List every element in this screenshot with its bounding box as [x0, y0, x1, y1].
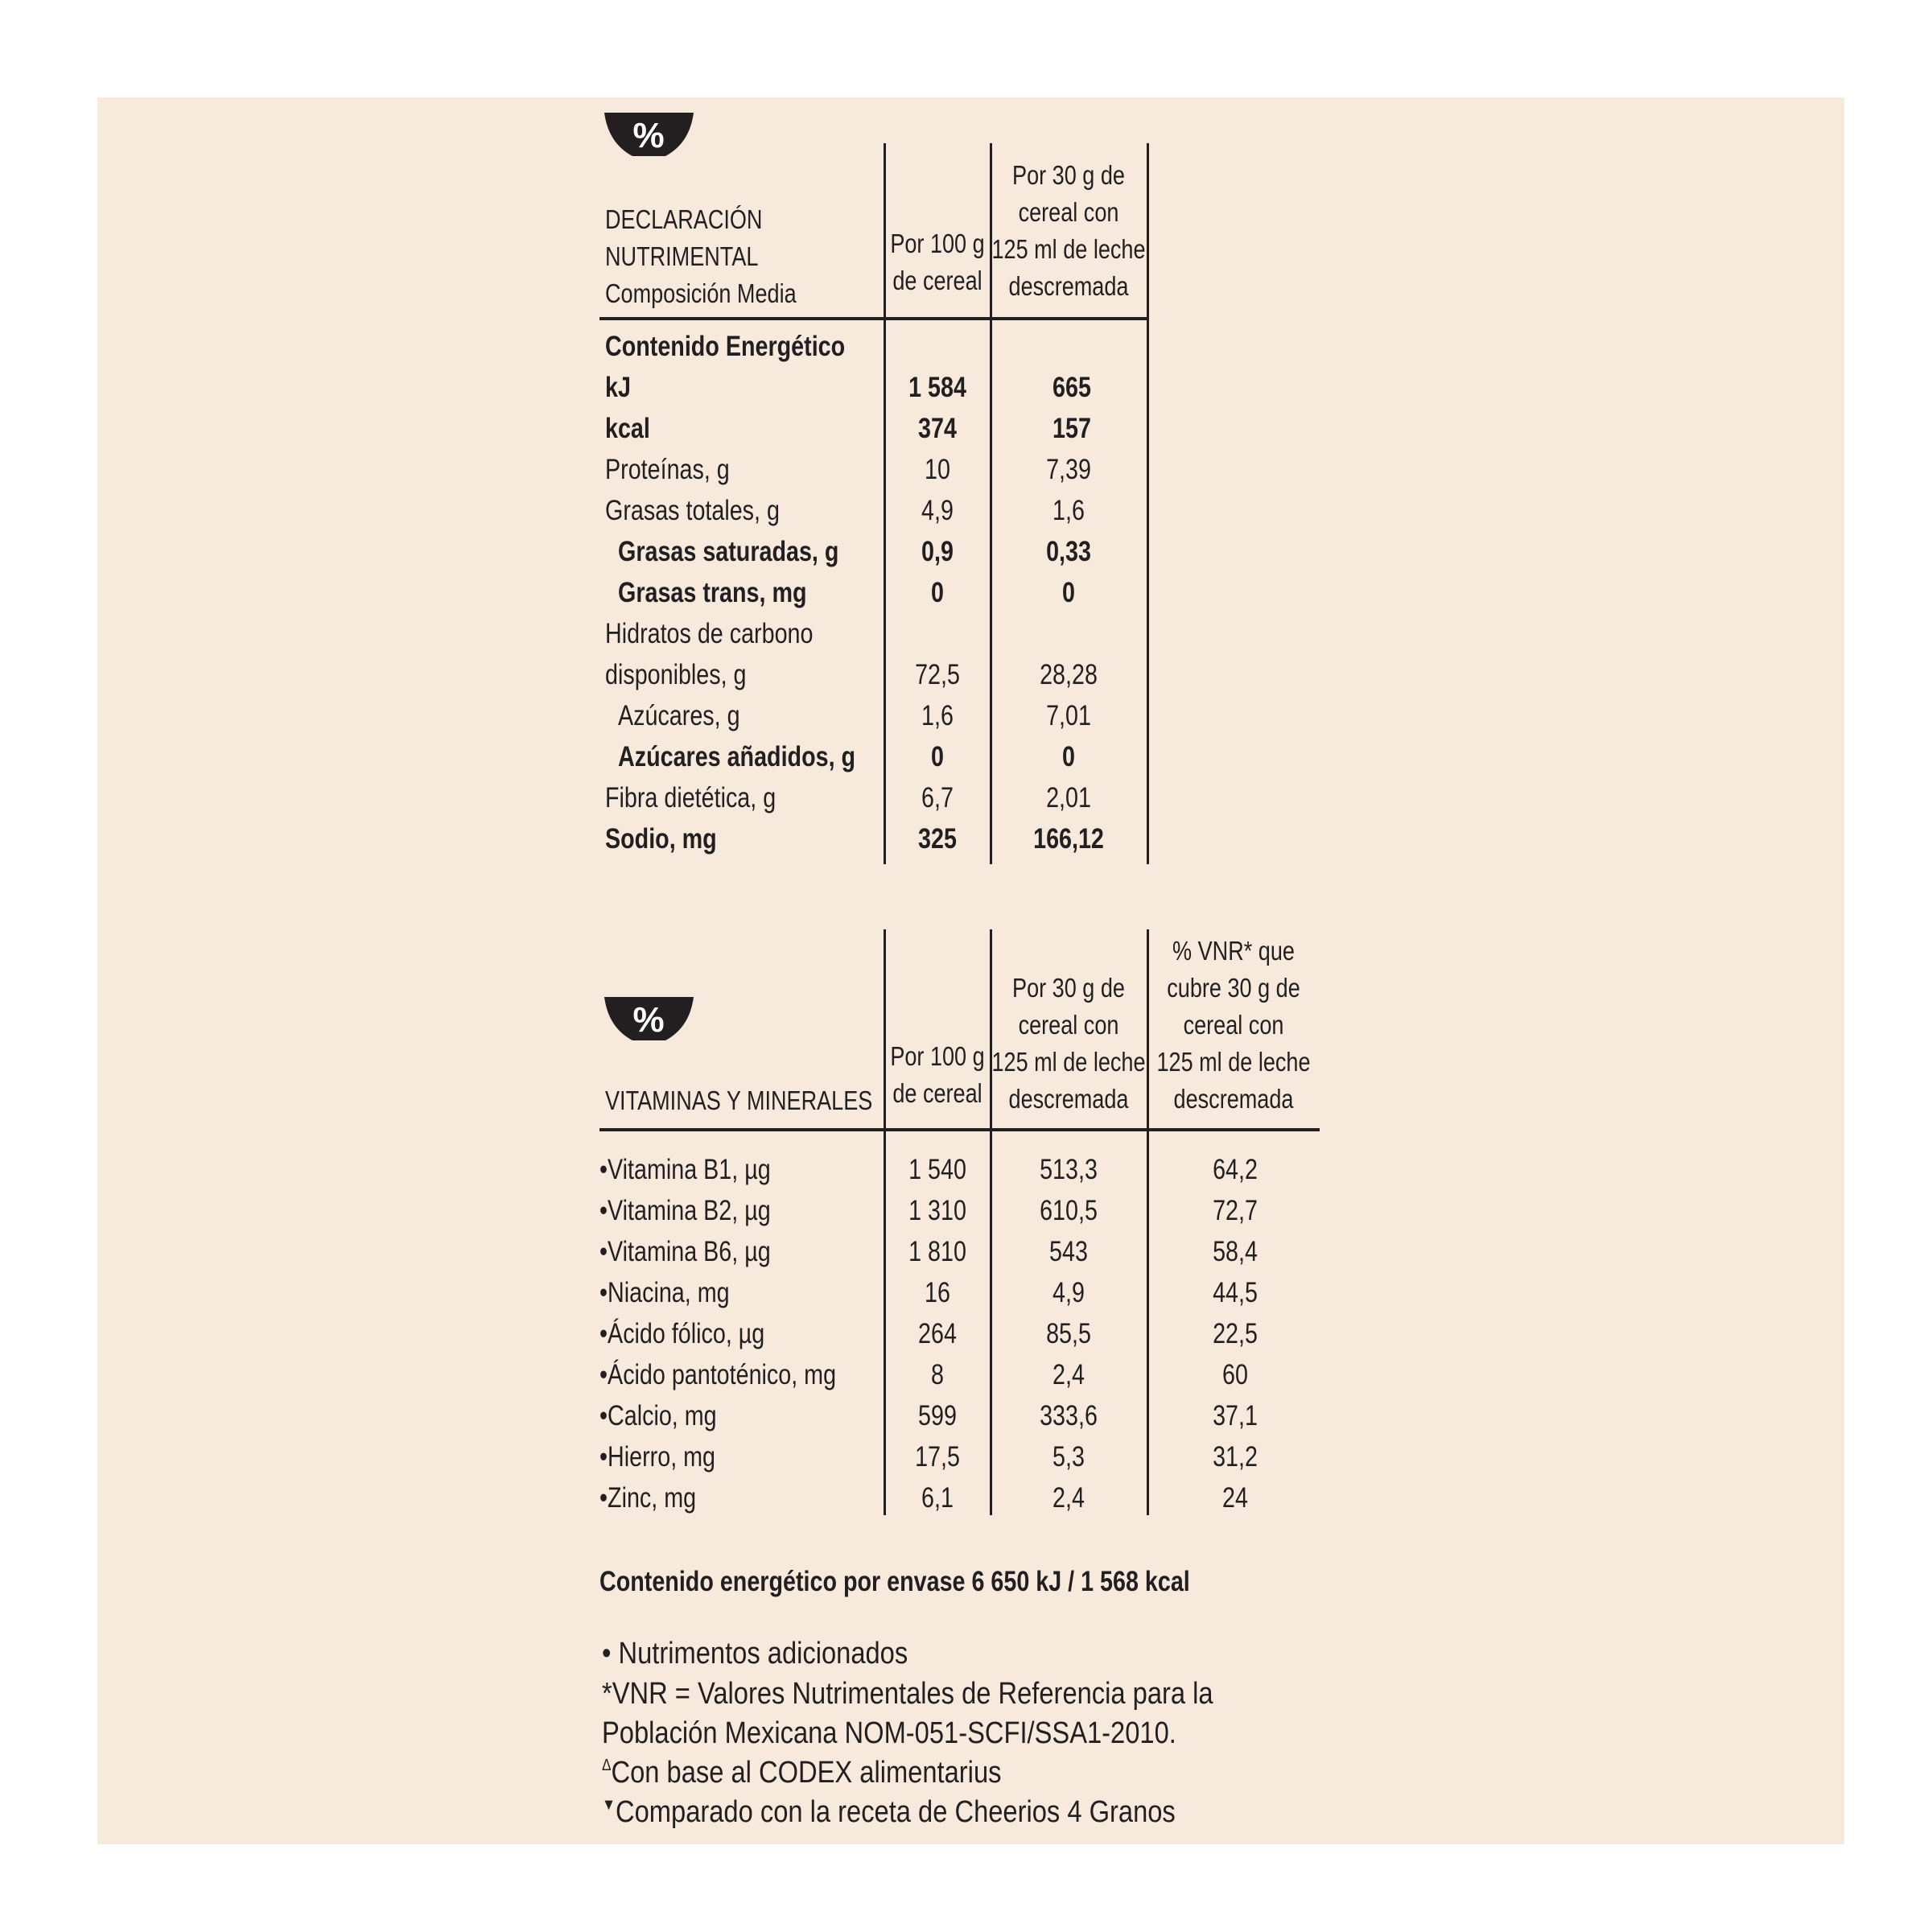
table1-row-label: Hidratos de carbono [605, 618, 814, 649]
table2-row-v1: 6,1 [921, 1482, 954, 1514]
table1-row-v1: 0 [931, 577, 944, 608]
table2-header-rule [599, 1128, 1320, 1131]
table2-row-v1: 1 540 [908, 1154, 966, 1185]
svg-text:%: % [632, 116, 665, 155]
footnote-vnr-line2: Población Mexicana NOM-051-SCFI/SSA1-2010. [602, 1716, 1176, 1750]
table1-row-v1: 0 [931, 741, 944, 772]
table2-row-v1: 1 810 [908, 1236, 966, 1267]
table1-row-label: Grasas saturadas, g [618, 536, 839, 567]
table1-row-label: Grasas totales, g [605, 495, 780, 526]
table2-row-v3: 37,1 [1213, 1400, 1258, 1431]
table1-row-v2: 1,6 [1053, 495, 1085, 526]
table2-row-label: •Vitamina B2, µg [599, 1195, 771, 1226]
table1-header-rule [599, 317, 1148, 320]
table1-row-label: Contenido Energético [605, 331, 846, 362]
table1-row-v2: 665 [1053, 372, 1091, 403]
energy-per-pack: Contenido energético por envase 6 650 kJ / 1 568 kcal [599, 1566, 1190, 1597]
table1-col1-header: Por 100 g de cereal [890, 229, 985, 295]
triangle-down-icon: ▼ [602, 1796, 616, 1814]
table1-row-v2: 7,39 [1046, 454, 1091, 485]
table2-row-v1: 8 [931, 1359, 944, 1390]
table2-row-label: •Niacina, mg [599, 1277, 730, 1308]
table1-row-v1: 0,9 [921, 536, 954, 567]
footnote-added-nutrients: • Nutrimentos adicionados [602, 1637, 908, 1670]
table2-row-v1: 264 [918, 1318, 957, 1349]
table2-col2-header: Por 30 g de cereal con 125 ml de leche descremada [991, 973, 1146, 1114]
table1-row-v2: 7,01 [1046, 700, 1091, 731]
table2-row-label: •Calcio, mg [599, 1400, 717, 1431]
table1-row-v2: 0 [1062, 577, 1075, 608]
table1-row-label: disponibles, g [605, 659, 747, 690]
table2-row-v2: 333,6 [1040, 1400, 1098, 1431]
table1-row-label: kJ [605, 372, 631, 403]
table2-row-v3: 22,5 [1213, 1318, 1258, 1349]
table1-row-v1: 4,9 [921, 495, 954, 526]
table2-row-label: •Vitamina B6, µg [599, 1236, 771, 1267]
table1-row-label: Grasas trans, mg [618, 577, 807, 608]
table2-row-v3: 60 [1222, 1359, 1248, 1390]
table1-row-v1: 374 [918, 413, 957, 444]
table2-row-v1: 17,5 [915, 1441, 960, 1473]
table2-row-v1: 1 310 [908, 1195, 966, 1226]
table1-row-v2: 166,12 [1033, 823, 1104, 855]
table1-divider-3 [1147, 143, 1149, 864]
table1-row-label: Azúcares, g [618, 700, 740, 731]
table1-row-v2: 0,33 [1046, 536, 1091, 567]
table1-row-label: Fibra dietética, g [605, 782, 777, 814]
table2-row-label: •Vitamina B1, µg [599, 1154, 771, 1185]
footnote-vnr-line1: *VNR = Valores Nutrimentales de Referencia para la [602, 1677, 1213, 1711]
table2-row-v2: 4,9 [1053, 1277, 1085, 1308]
table1-divider-1 [884, 143, 886, 864]
table1-row-v1: 1,6 [921, 700, 954, 731]
table2-row-v2: 610,5 [1040, 1195, 1098, 1226]
table2-row-v2: 2,4 [1053, 1359, 1085, 1390]
table1-row-v1: 1 584 [908, 372, 966, 403]
table2-title: VITAMINAS Y MINERALES [605, 1085, 873, 1115]
table2-row-label: •Ácido pantoténico, mg [599, 1359, 837, 1390]
table2-row-v2: 5,3 [1053, 1441, 1085, 1473]
triangle-up-icon: Δ [602, 1757, 612, 1774]
table2-row-v2: 543 [1049, 1236, 1088, 1267]
table2-row-v3: 58,4 [1213, 1236, 1258, 1267]
table2-row-v1: 599 [918, 1400, 957, 1431]
table1-row-label: kcal [605, 413, 650, 444]
table1-col2-header: Por 30 g de cereal con 125 ml de leche descremada [991, 160, 1146, 301]
table2-col3-header: % VNR* que cubre 30 g de cereal con 125 ml de leche descremada [1156, 936, 1311, 1114]
table2-row-v3: 24 [1222, 1482, 1248, 1514]
table2-col1-header: Por 100 g de cereal [890, 1041, 985, 1108]
table1-row-v1: 10 [925, 454, 950, 485]
percent-bowl-icon [603, 111, 695, 159]
table1-row-label: Azúcares añadidos, g [618, 741, 856, 772]
table2-row-label: •Zinc, mg [599, 1482, 697, 1514]
table2-row-v3: 31,2 [1213, 1441, 1258, 1473]
footnote-compared: ▼Comparado con la receta de Cheerios 4 Granos [602, 1795, 1176, 1829]
table1-row-v2: 0 [1062, 741, 1075, 772]
table2-row-v2: 85,5 [1046, 1318, 1091, 1349]
table1-row-v2: 28,28 [1040, 659, 1098, 690]
table2-row-v2: 513,3 [1040, 1154, 1098, 1185]
table1-row-v2: 157 [1053, 413, 1091, 444]
table1-row-v1: 325 [918, 823, 957, 855]
footnote-codex: $^\Delta$Con base al CODEX alimentarius [602, 1756, 1002, 1790]
table1-row-v2: 2,01 [1046, 782, 1091, 814]
table1-row-label: Sodio, mg [605, 823, 717, 855]
svg-text:%: % [632, 1000, 665, 1040]
table2-row-v3: 64,2 [1213, 1154, 1258, 1185]
percent-bowl-icon [603, 995, 695, 1044]
table2-divider-3 [1147, 929, 1149, 1515]
table2-row-label: •Hierro, mg [599, 1441, 716, 1473]
table1-title: DECLARACIÓN NUTRIMENTAL Composición Media [605, 204, 797, 308]
table2-row-v1: 16 [925, 1277, 950, 1308]
table2-row-v2: 2,4 [1053, 1482, 1085, 1514]
table2-row-v3: 44,5 [1213, 1277, 1258, 1308]
table2-row-v3: 72,7 [1213, 1195, 1258, 1226]
table2-row-label: •Ácido fólico, µg [599, 1318, 765, 1349]
table1-row-label: Proteínas, g [605, 454, 730, 485]
table1-row-v1: 6,7 [921, 782, 954, 814]
table1-row-v1: 72,5 [915, 659, 960, 690]
table2-divider-1 [884, 929, 886, 1515]
